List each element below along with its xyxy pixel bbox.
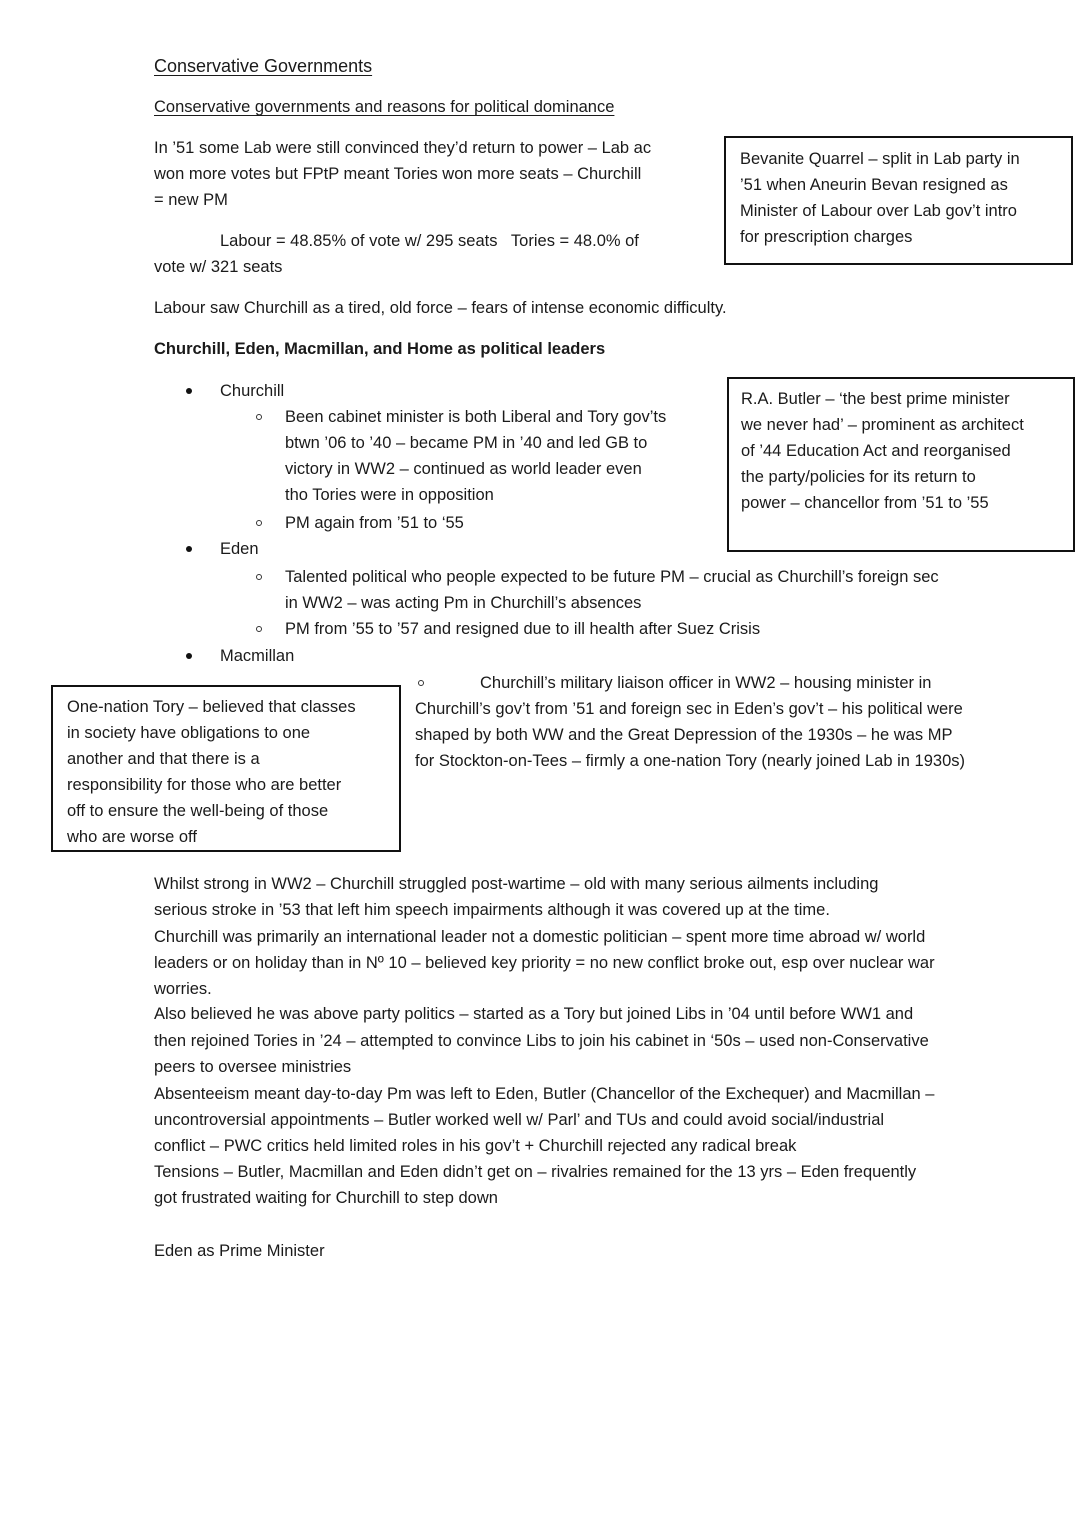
macmillan-point: Churchill’s gov’t from ’51 and foreign sec in Eden’s gov’t – his political were	[415, 700, 963, 718]
note-line: power – chancellor from ’51 to ’55	[741, 494, 989, 512]
vote-stats-line: vote w/ 321 seats	[154, 258, 283, 276]
leaders-heading: Churchill, Eden, Macmillan, and Home as political leaders	[154, 340, 606, 358]
macmillan-point: shaped by both WW and the Great Depression of the 1930s – he was MP	[415, 726, 953, 744]
churchill-point: PM again from ’51 to ‘55	[285, 514, 464, 532]
intro-line: = new PM	[154, 191, 228, 209]
sub-bullet-icon	[256, 626, 262, 632]
sub-bullet-icon	[256, 574, 262, 580]
next-section-heading: Eden as Prime Minister	[154, 1242, 325, 1260]
bullet-icon	[186, 546, 192, 552]
note-line: we never had’ – prominent as architect	[741, 416, 1024, 434]
eden-point: Talented political who people expected to be future PM – crucial as Churchill’s foreign sec	[285, 568, 939, 586]
churchill-point: tho Tories were in opposition	[285, 486, 494, 504]
note-line: another and that there is a	[67, 750, 260, 768]
vote-stats-line: Labour = 48.85% of vote w/ 295 seats Tories = 48.0% of	[220, 232, 639, 250]
sidebar-note-bevanite	[724, 136, 1073, 265]
body-line: worries.	[154, 980, 212, 998]
note-line: off to ensure the well-being of those	[67, 802, 329, 820]
macmillan-point: Churchill’s military liaison officer in WW2 – housing minister in	[480, 674, 932, 692]
churchill-point: victory in WW2 – continued as world leader even	[285, 460, 642, 478]
body-line: Also believed he was above party politics – started as a Tory but joined Libs in ’04 until before WW1 and	[154, 1005, 914, 1023]
note-line: Minister of Labour over Lab gov’t intro	[740, 202, 1017, 220]
intro-line: In ’51 some Lab were still convinced they’d return to power – Lab ac	[154, 139, 652, 157]
note-line: One-nation Tory – believed that classes	[67, 698, 356, 716]
section-heading: Conservative governments and reasons for political dominance	[154, 98, 615, 116]
body-line: then rejoined Tories in ’24 – attempted to convince Libs to join his cabinet in ‘50s – used non-Conservative	[154, 1032, 929, 1050]
eden-point: in WW2 – was acting Pm in Churchill’s absences	[285, 594, 642, 612]
leader-name-churchill: Churchill	[220, 382, 285, 400]
leader-name-eden: Eden	[220, 540, 259, 558]
body-line: uncontroversial appointments – Butler worked well w/ Parl’ and TUs and could avoid social/industrial	[154, 1111, 885, 1129]
sub-bullet-icon	[418, 680, 424, 686]
note-line: in society have obligations to one	[67, 724, 311, 742]
body-line: conflict – PWC critics held limited roles in his gov’t + Churchill rejected any radical break	[154, 1137, 797, 1155]
macmillan-point: for Stockton-on-Tees – firmly a one-nation Tory (nearly joined Lab in 1930s)	[415, 752, 965, 770]
body-line: Absenteeism meant day-to-day Pm was left to Eden, Butler (Chancellor of the Exchequer) and Macmillan –	[154, 1085, 935, 1103]
document-title: Conservative Governments	[154, 56, 373, 76]
note-line: the party/policies for its return to	[741, 468, 976, 486]
sub-bullet-icon	[256, 520, 262, 526]
note-line: R.A. Butler – ‘the best prime minister	[741, 390, 1010, 408]
bullet-icon	[186, 653, 192, 659]
body-line: serious stroke in ’53 that left him speech impairments although it was covered up at the time.	[154, 901, 830, 919]
body-line: Whilst strong in WW2 – Churchill struggled post-wartime – old with many serious ailments including	[154, 875, 879, 893]
body-line: Churchill was primarily an international leader not a domestic politician – spent more time abroad w/ world	[154, 928, 926, 946]
sub-bullet-icon	[256, 414, 262, 420]
sidebar-note-butler	[727, 377, 1075, 552]
note-line: Bevanite Quarrel – split in Lab party in	[740, 150, 1020, 168]
note-line: for prescription charges	[740, 228, 913, 246]
body-line: Tensions – Butler, Macmillan and Eden didn’t get on – rivalries remained for the 13 yrs – Eden frequently	[154, 1163, 917, 1181]
note-line: of ’44 Education Act and reorganised	[741, 442, 1011, 460]
leader-name-macmillan: Macmillan	[220, 647, 295, 665]
body-line: got frustrated waiting for Churchill to step down	[154, 1189, 498, 1207]
churchill-point: Been cabinet minister is both Liberal and Tory gov’ts	[285, 408, 667, 426]
body-line: peers to oversee ministries	[154, 1058, 352, 1076]
note-line: who are worse off	[67, 828, 197, 846]
eden-point: PM from ’55 to ’57 and resigned due to ill health after Suez Crisis	[285, 620, 761, 638]
labour-view: Labour saw Churchill as a tired, old force – fears of intense economic difficulty.	[154, 299, 727, 317]
sidebar-note-one-nation	[51, 685, 401, 852]
bullet-icon	[186, 388, 192, 394]
note-line: responsibility for those who are better	[67, 776, 342, 794]
note-line: ’51 when Aneurin Bevan resigned as	[740, 176, 1008, 194]
churchill-point: btwn ’06 to ’40 – became PM in ’40 and led GB to	[285, 434, 648, 452]
body-line: leaders or on holiday than in Nº 10 – believed key priority = no new conflict broke out, esp over nuclear war	[154, 954, 935, 972]
intro-line: won more votes but FPtP meant Tories won more seats – Churchill	[154, 165, 642, 183]
